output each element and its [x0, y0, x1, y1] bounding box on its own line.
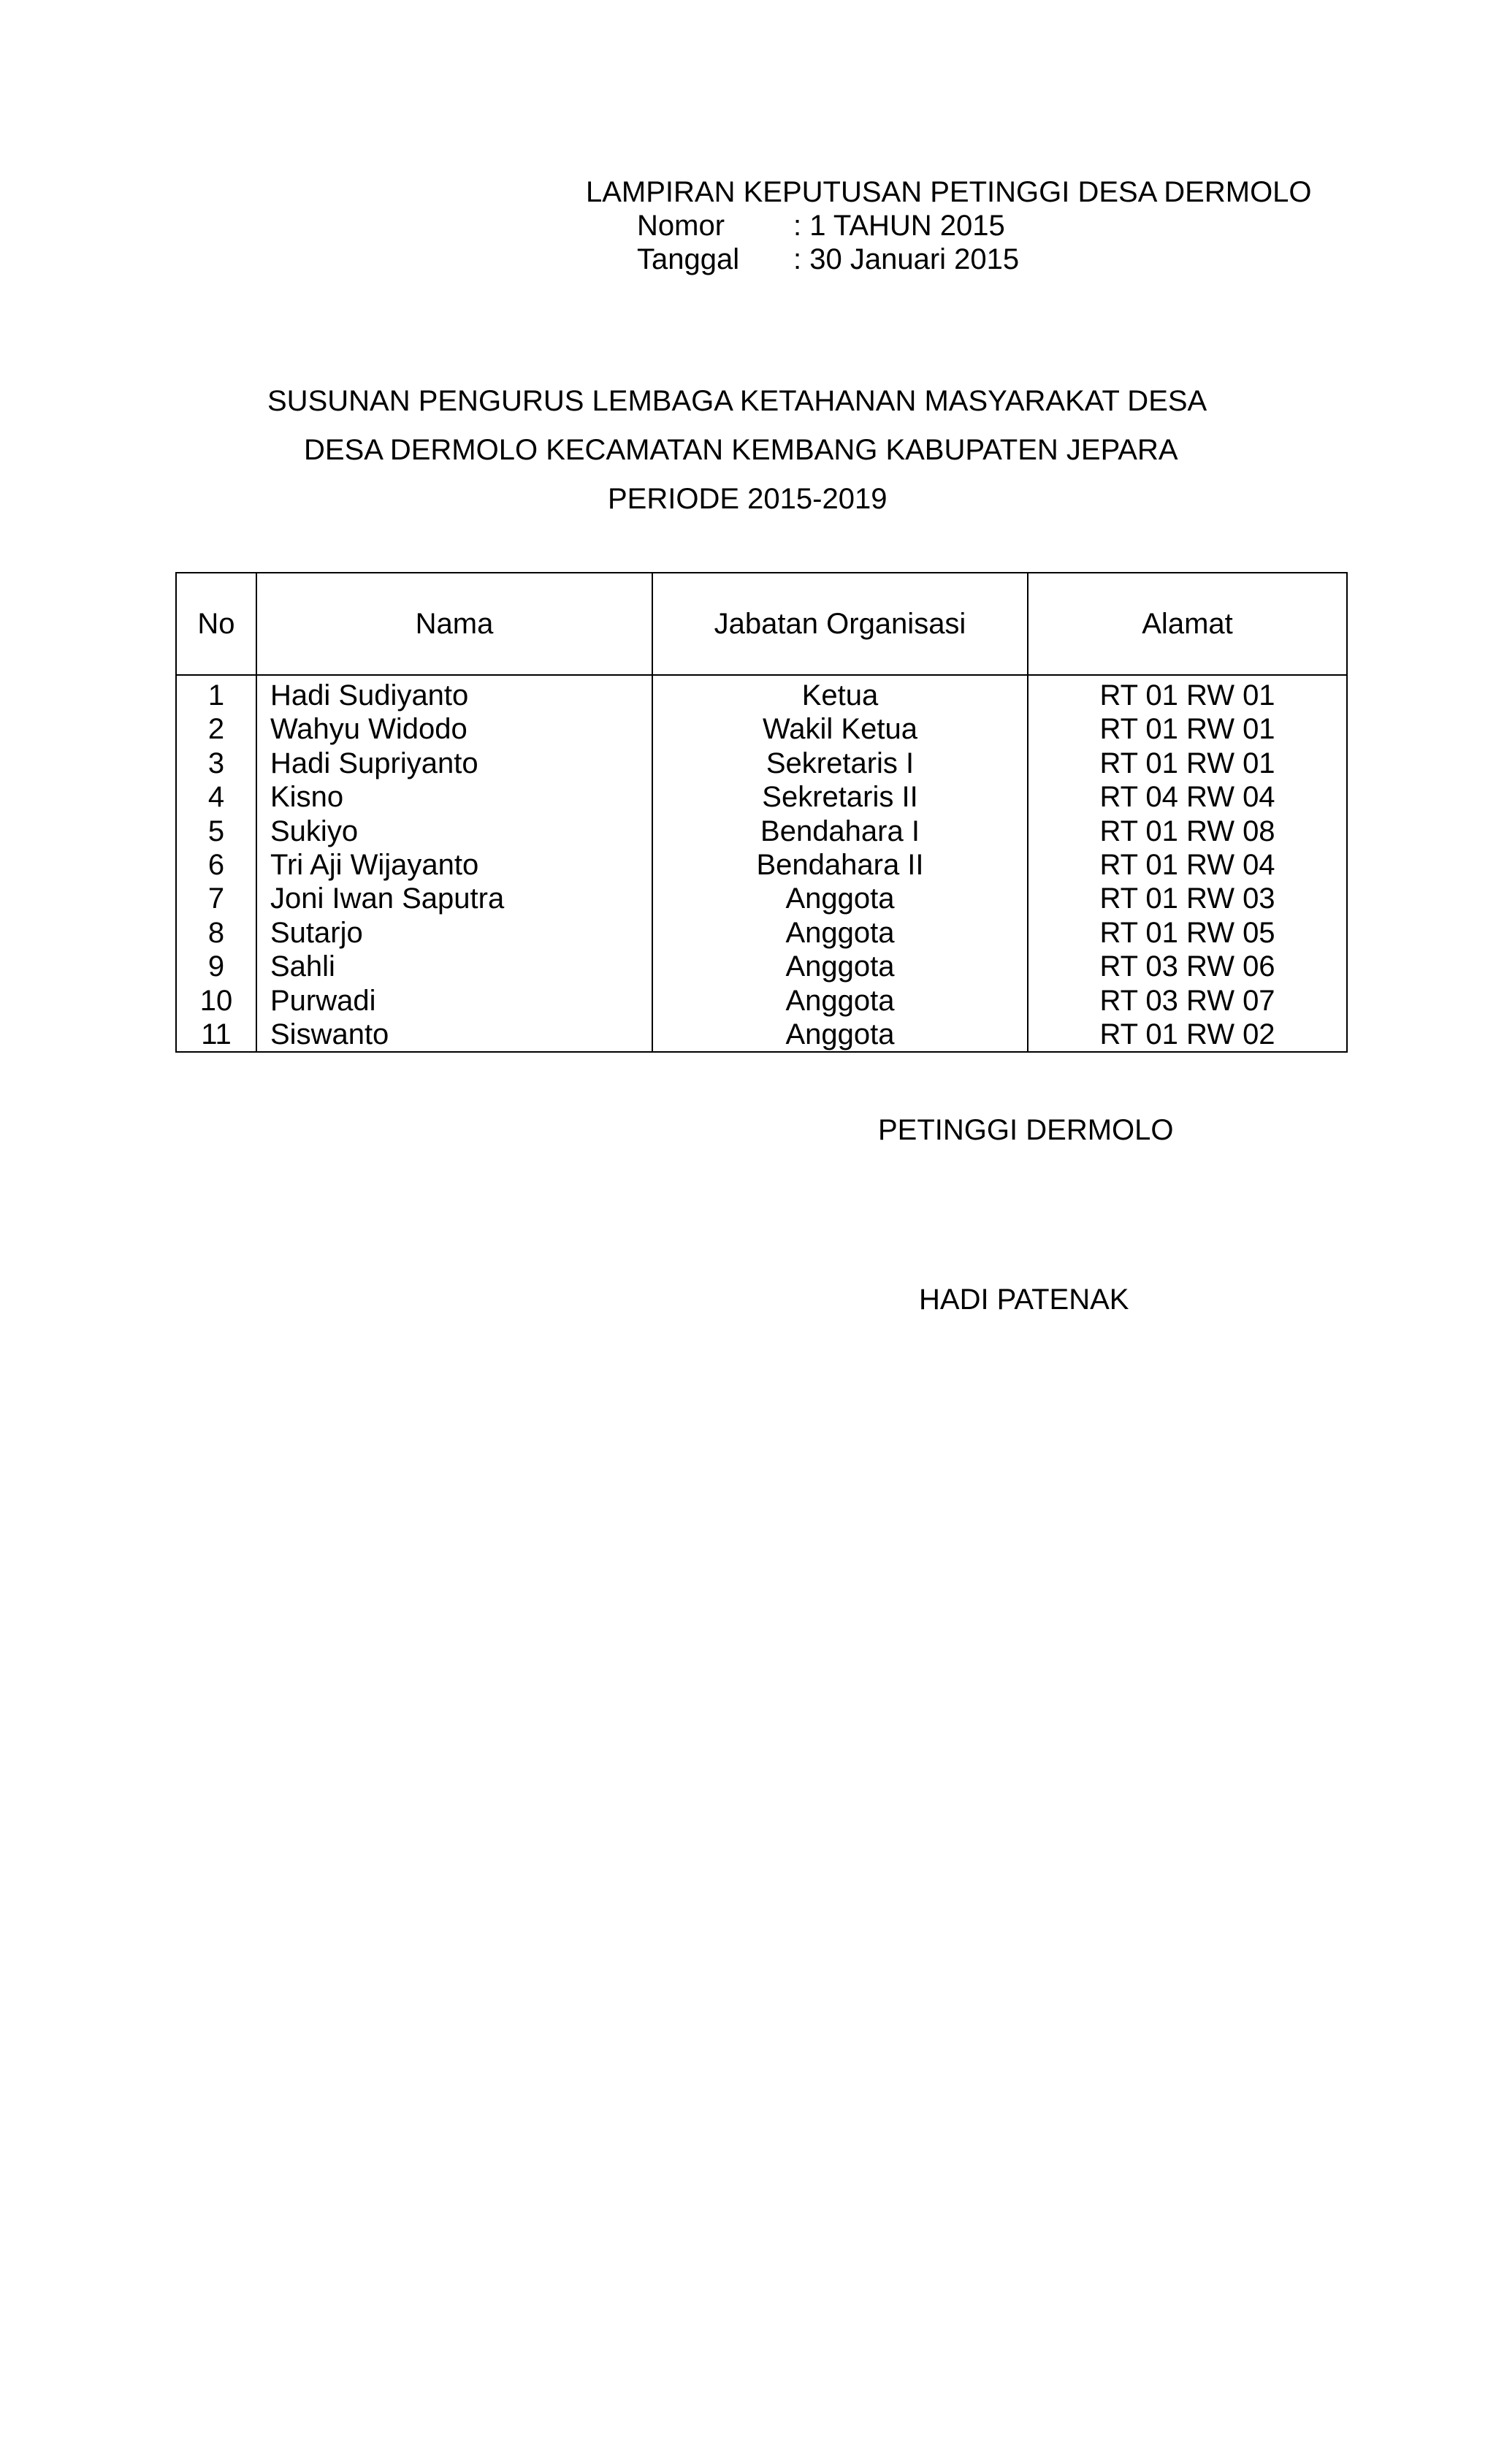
- cell-nama: Hadi Supriyanto: [256, 747, 652, 780]
- column-header-no: No: [176, 573, 256, 675]
- cell-no: 6: [176, 848, 256, 882]
- cell-nama: Joni Iwan Saputra: [256, 882, 652, 915]
- nomor-label: Nomor: [637, 210, 725, 242]
- cell-no: 2: [176, 712, 256, 746]
- cell-nama: Sukiyo: [256, 815, 652, 848]
- signatory-title: PETINGGI DERMOLO: [878, 1114, 1174, 1146]
- cell-no: 1: [176, 675, 256, 712]
- tanggal-label: Tanggal: [637, 243, 740, 275]
- cell-jabatan: Anggota: [652, 882, 1028, 915]
- table-body: [176, 675, 1347, 1052]
- cell-alamat: RT 03 RW 06: [1028, 950, 1347, 983]
- cell-jabatan: Sekretaris II: [652, 780, 1028, 814]
- title-line-1: SUSUNAN PENGURUS LEMBAGA KETAHANAN MASYARAKAT DESA: [267, 385, 1207, 417]
- nomor-row: [637, 209, 1312, 243]
- committee-table: [175, 572, 1348, 1053]
- cell-alamat: RT 01 RW 04: [1028, 848, 1347, 882]
- cell-alamat: RT 01 RW 01: [1028, 675, 1347, 712]
- cell-alamat: RT 01 RW 03: [1028, 882, 1347, 915]
- table-row: [176, 950, 1347, 983]
- column-header-alamat: Alamat: [1028, 573, 1347, 675]
- cell-alamat: RT 01 RW 02: [1028, 1018, 1347, 1052]
- cell-no: 10: [176, 984, 256, 1018]
- cell-jabatan: Ketua: [652, 675, 1028, 712]
- cell-jabatan: Bendahara I: [652, 815, 1028, 848]
- table-row: [176, 747, 1347, 780]
- table-row: [176, 815, 1347, 848]
- cell-no: 7: [176, 882, 256, 915]
- cell-alamat: RT 01 RW 08: [1028, 815, 1347, 848]
- cell-no: 3: [176, 747, 256, 780]
- tanggal-value: : 30 Januari 2015: [793, 243, 1020, 275]
- cell-nama: Siswanto: [256, 1018, 652, 1052]
- attachment-header: [586, 175, 1312, 276]
- signatory-name: HADI PATENAK: [919, 1284, 1129, 1316]
- cell-no: 5: [176, 815, 256, 848]
- cell-no: 8: [176, 916, 256, 950]
- cell-no: 4: [176, 780, 256, 814]
- table-row: [176, 1018, 1347, 1052]
- cell-jabatan: Anggota: [652, 950, 1028, 983]
- cell-alamat: RT 04 RW 04: [1028, 780, 1347, 814]
- cell-alamat: RT 01 RW 01: [1028, 747, 1347, 780]
- cell-nama: Kisno: [256, 780, 652, 814]
- table-row: [176, 712, 1347, 746]
- cell-jabatan: Anggota: [652, 1018, 1028, 1052]
- cell-jabatan: Bendahara II: [652, 848, 1028, 882]
- cell-alamat: RT 01 RW 05: [1028, 916, 1347, 950]
- cell-jabatan: Anggota: [652, 984, 1028, 1018]
- cell-nama: Tri Aji Wijayanto: [256, 848, 652, 882]
- title-line-3: PERIODE 2015-2019: [608, 483, 888, 515]
- column-header-jabatan: Jabatan Organisasi: [652, 573, 1028, 675]
- cell-nama: Sutarjo: [256, 916, 652, 950]
- title-line-2: DESA DERMOLO KECAMATAN KEMBANG KABUPATEN JEPARA: [304, 434, 1178, 466]
- column-header-nama: Nama: [256, 573, 652, 675]
- table-row: [176, 984, 1347, 1018]
- cell-nama: Purwadi: [256, 984, 652, 1018]
- cell-jabatan: Wakil Ketua: [652, 712, 1028, 746]
- cell-no: 11: [176, 1018, 256, 1052]
- cell-jabatan: Sekretaris I: [652, 747, 1028, 780]
- table-header-row: [176, 573, 1347, 675]
- cell-jabatan: Anggota: [652, 916, 1028, 950]
- cell-nama: Sahli: [256, 950, 652, 983]
- cell-alamat: RT 01 RW 01: [1028, 712, 1347, 746]
- tanggal-row: [637, 243, 1312, 276]
- table-row: [176, 780, 1347, 814]
- committee-table-wrapper: [175, 572, 1343, 1053]
- table-row: [176, 882, 1347, 915]
- cell-nama: Wahyu Widodo: [256, 712, 652, 746]
- table-row: [176, 848, 1347, 882]
- table-row: [176, 916, 1347, 950]
- attachment-title: LAMPIRAN KEPUTUSAN PETINGGI DESA DERMOLO: [586, 176, 1312, 208]
- cell-alamat: RT 03 RW 07: [1028, 984, 1347, 1018]
- table-row: [176, 675, 1347, 712]
- nomor-value: : 1 TAHUN 2015: [793, 210, 1005, 242]
- cell-nama: Hadi Sudiyanto: [256, 675, 652, 712]
- cell-no: 9: [176, 950, 256, 983]
